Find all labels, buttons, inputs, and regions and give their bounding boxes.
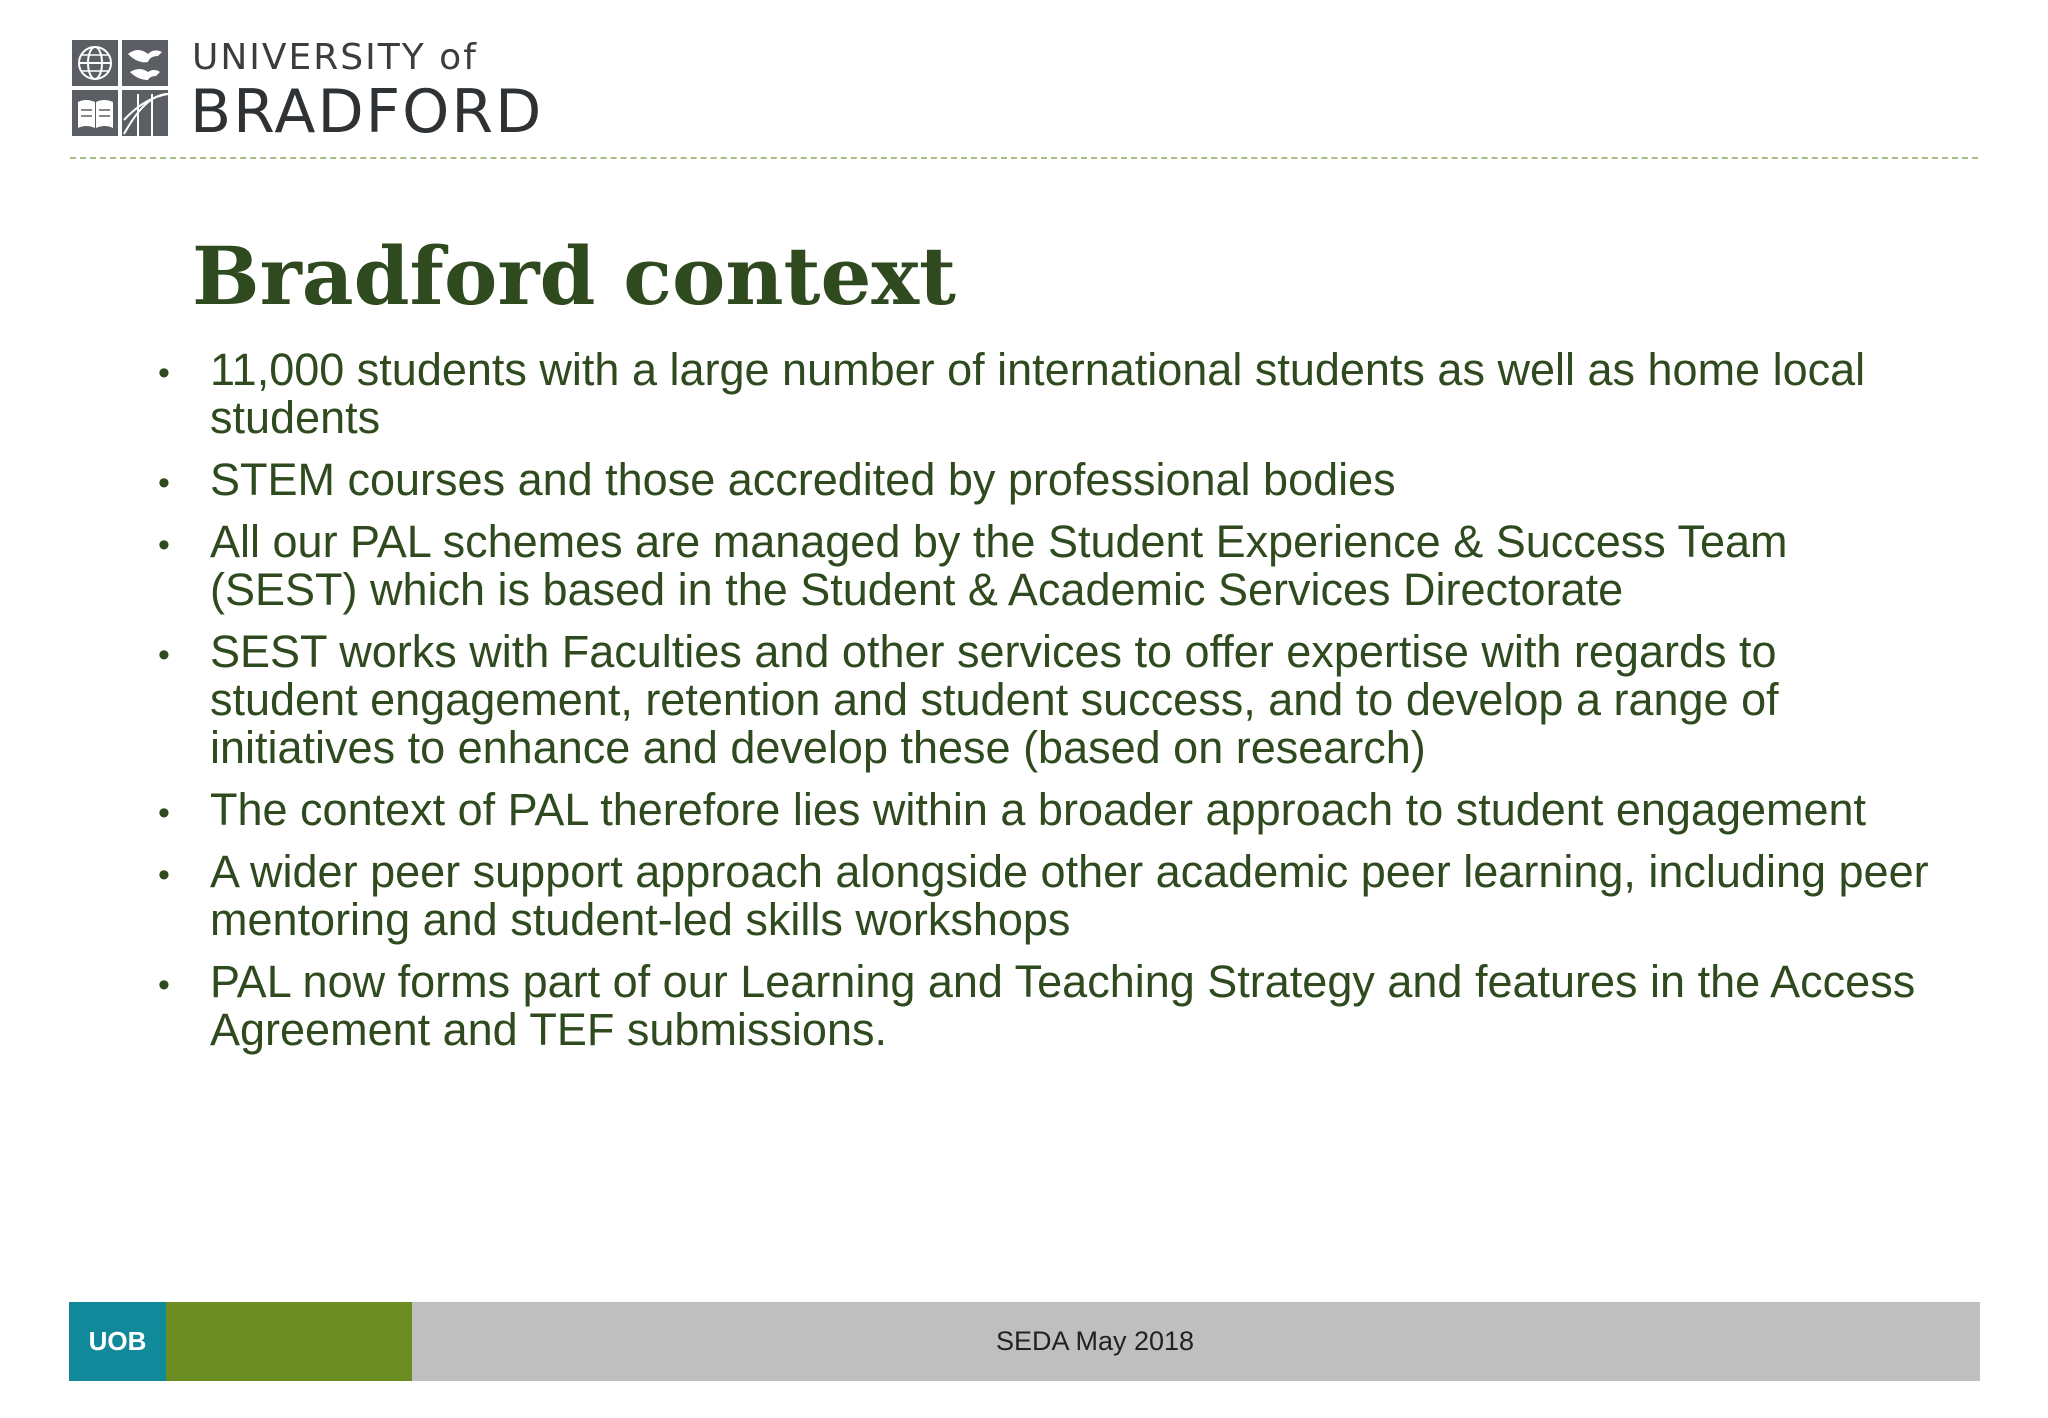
bullet-dot-icon: • <box>158 856 170 894</box>
bullet-dot-icon: • <box>158 464 170 502</box>
footer-accent-block <box>166 1302 412 1381</box>
university-logo <box>72 37 592 147</box>
bullet-item <box>150 518 1930 614</box>
bullet-item <box>150 848 1930 944</box>
bullet-text: SEST works with Faculties and other services to offer expertise with regards to student engagement, retention and student success, and to develop a range of initiatives to enhance and develop these (based on research) <box>210 626 1779 773</box>
slide-title: Bradford context <box>192 229 956 323</box>
header-divider <box>70 157 1978 159</box>
footer-bar <box>69 1302 1980 1381</box>
bullet-dot-icon: • <box>158 636 170 674</box>
bullet-dot-icon: • <box>158 966 170 1004</box>
bullet-item <box>150 786 1930 834</box>
bullet-item <box>150 456 1930 504</box>
bullet-dot-icon: • <box>158 354 170 392</box>
bullet-text: The context of PAL therefore lies within a broader approach to student engagement <box>210 784 1867 835</box>
footer-badge: UOB <box>69 1302 166 1381</box>
bullet-text: A wider peer support approach alongside other academic peer learning, including peer mentoring and student-led skills workshops <box>210 846 1929 945</box>
bullet-list <box>150 346 1930 1068</box>
bullet-item <box>150 628 1930 772</box>
bullet-item <box>150 958 1930 1054</box>
bullet-item <box>150 346 1930 442</box>
logo-bradford: BRADFORD <box>190 77 544 147</box>
logo-university-of: UNIVERSITY of <box>192 37 478 78</box>
bullet-text: STEM courses and those accredited by professional bodies <box>210 454 1396 505</box>
bullet-dot-icon: • <box>158 526 170 564</box>
university-crest-icon <box>72 40 168 136</box>
footer-text: SEDA May 2018 <box>995 1326 1195 1356</box>
bullet-text: All our PAL schemes are managed by the Student Experience & Success Team (SEST) which is based in the Student & Academic Services Directorate <box>210 516 1788 615</box>
bullet-text: PAL now forms part of our Learning and Teaching Strategy and features in the Access Agreement and TEF submissions. <box>210 956 1916 1055</box>
bullet-dot-icon: • <box>158 794 170 832</box>
bullet-text: 11,000 students with a large number of international students as well as home local students <box>210 344 1866 443</box>
